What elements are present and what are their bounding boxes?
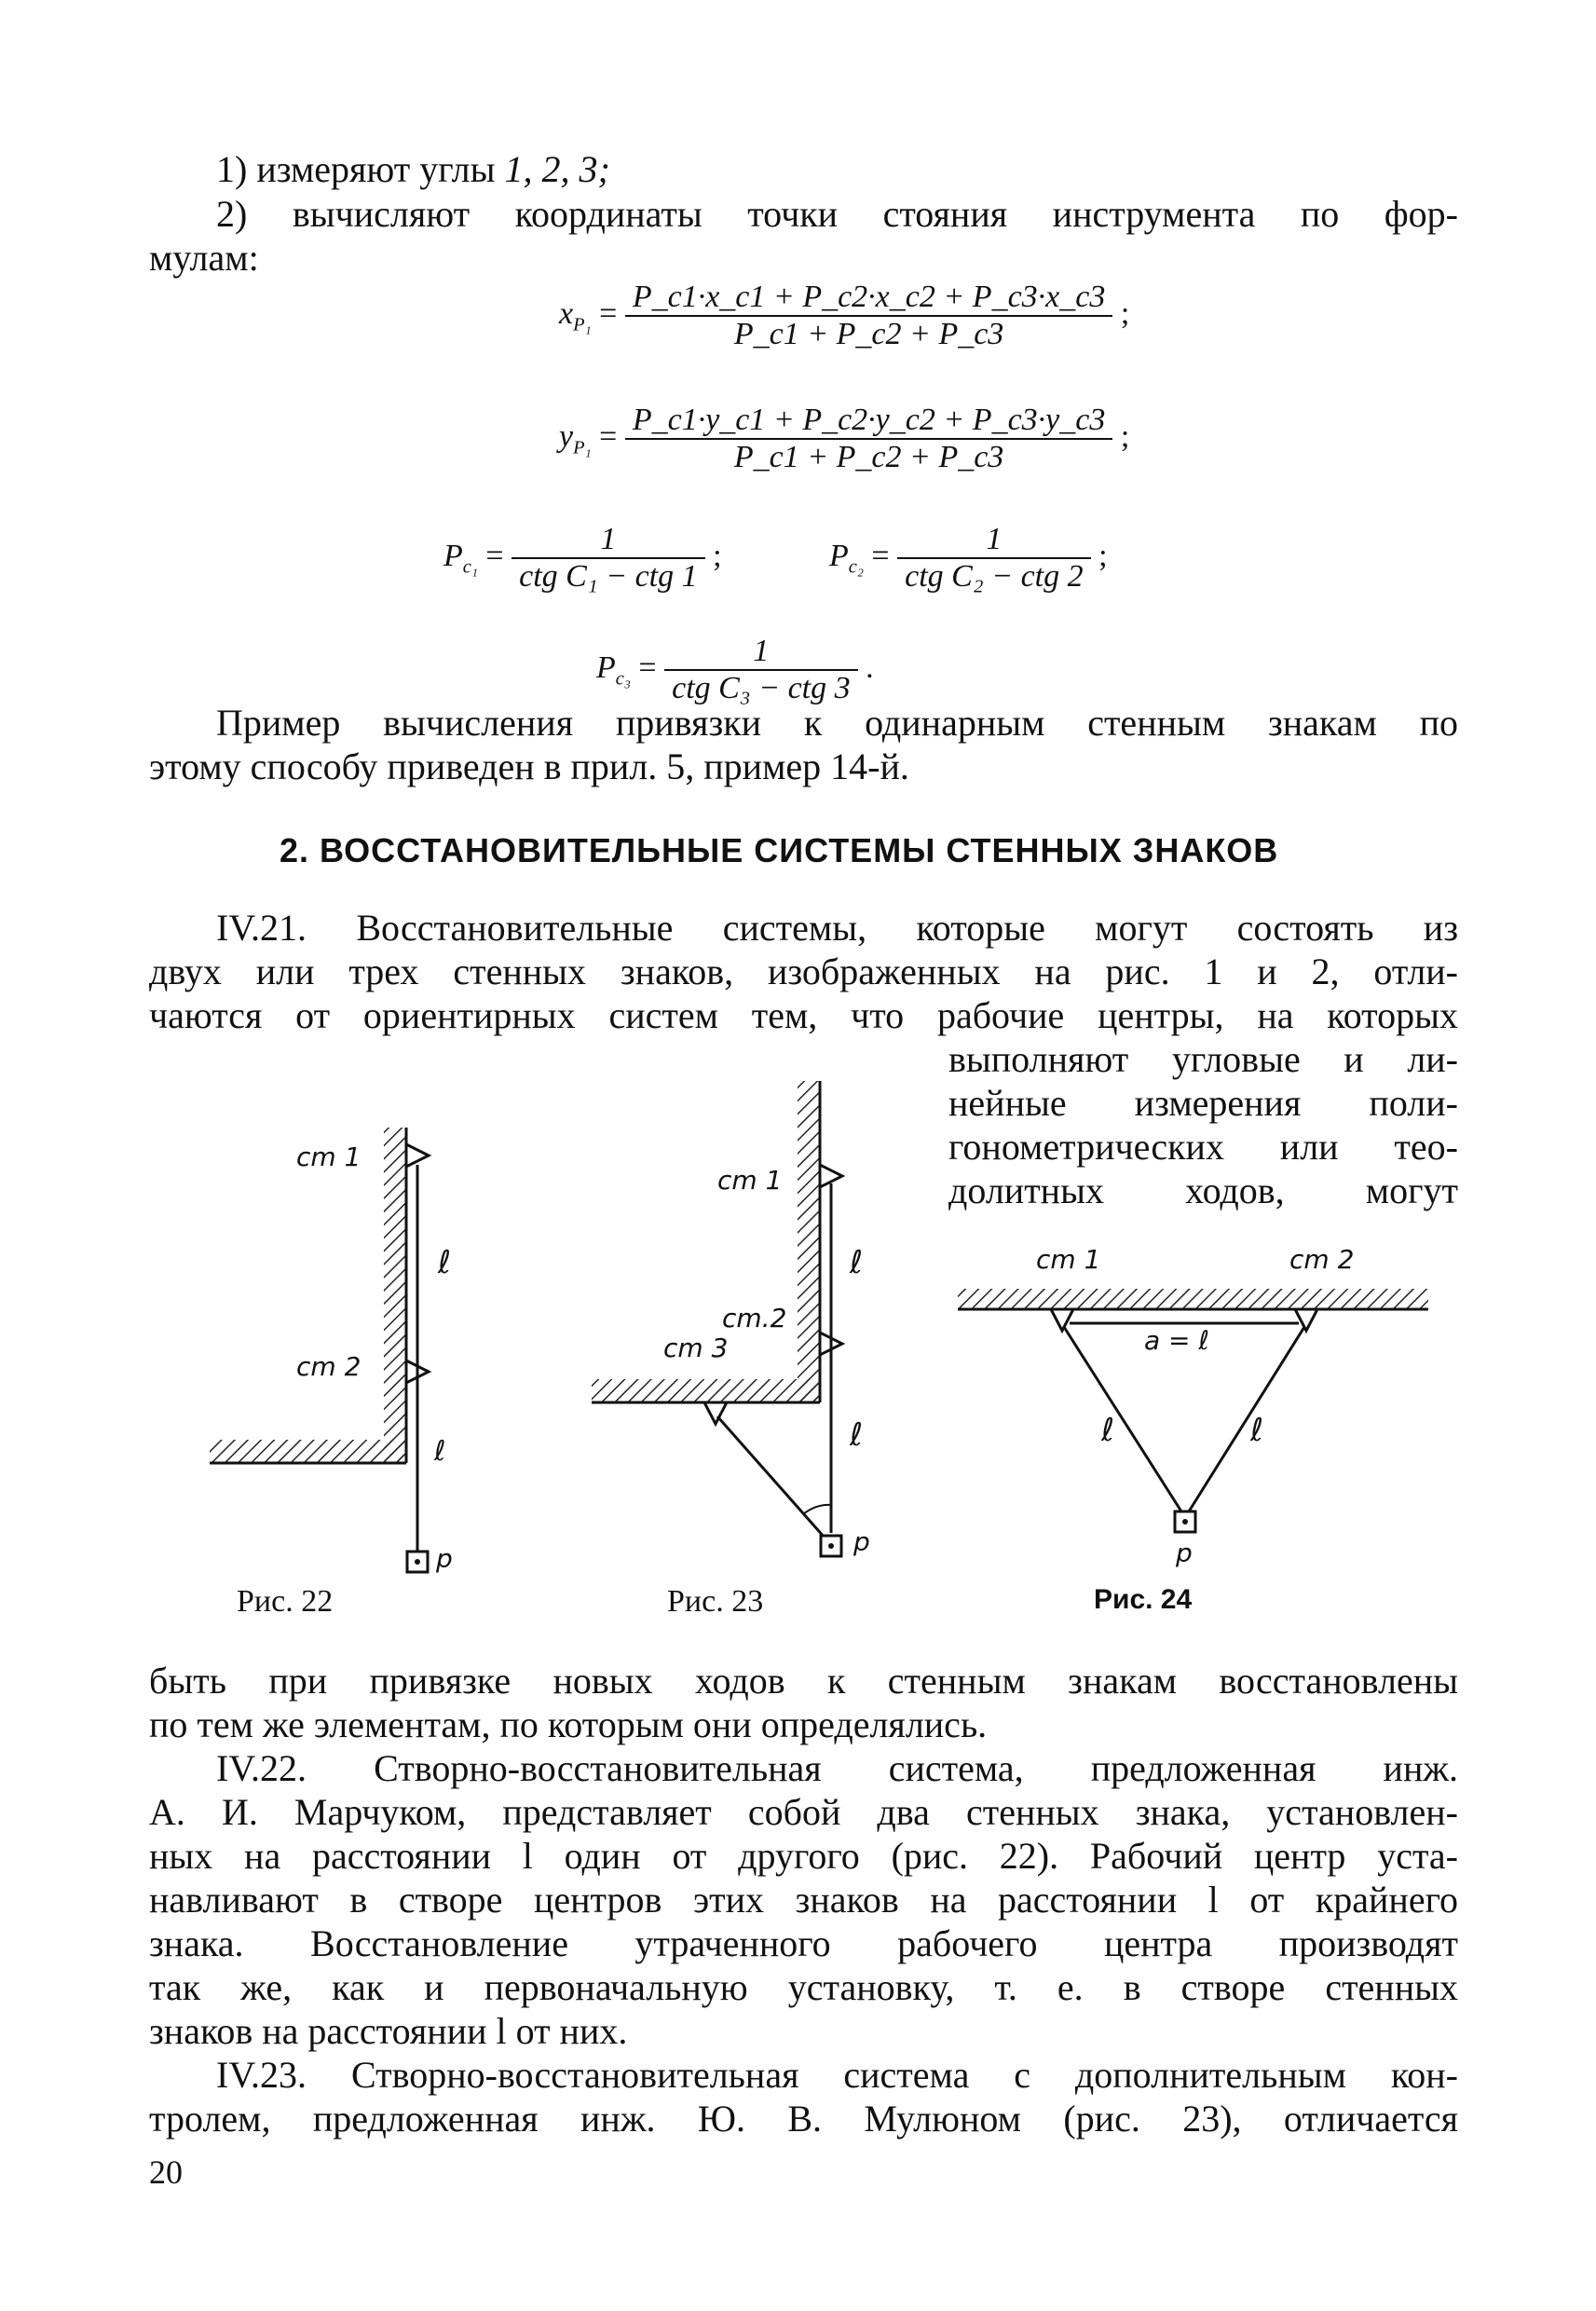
fig23-label-st2: cm.2 [722,1303,787,1333]
fig22-label-l1: ℓ [438,1244,452,1281]
fig22-label-st1: cm 1 [296,1142,361,1172]
step-1-num: 1) [216,148,248,190]
fig23-caption: Рис. 23 [667,1584,764,1619]
fig24-label-l2: ℓ [1250,1412,1264,1449]
fig24-mark-1 [1051,1309,1073,1331]
fig23-label-l1: ℓ [850,1244,864,1281]
formula-y: $y_{P_1}$ = $\frac{P\_c1\cdot y\_c1 + P\_c2\cdot y\_c2 + P\_c3\cdot y\_c3}{P\_c1 + P\_c2 + P\_c3}$ ; [559,403,1130,474]
page-number: 20 [149,2154,183,2191]
fig24-caption: Рис. 24 [1094,1584,1193,1615]
fig23-label-st1: cm 1 [717,1165,783,1196]
paragraph-iv-21-wrap: выполняют угловые и ли- нейные измерения поли- гонометрических или тео- долитных ходов, могут [948,1038,1458,1211]
formula-pc2: $P_{c_2}$ = $\frac{1}{\text{ctg C₂ − ctg 2}}$ ; [829,522,1108,594]
formula-pc1: $P_{c_1}$ = $\frac{1}{\text{ctg C₁ − ctg 1}}$ ; [443,522,722,594]
step-1-angles: 1, 2, 3; [504,148,610,190]
paragraph-iv-21: IV.21. Восстановительные системы, которые могут состоять из двух или трех стенных знаков, изображенных на рис. 1 и 2, отли- чаются от ориентирных систем тем, что рабочие центры, на которых [149,907,1458,1036]
fig24-label-st2: cm 2 [1289,1244,1355,1275]
section-heading: 2. ВОССТАНОВИТЕЛЬНЫЕ СИСТЕМЫ СТЕННЫХ ЗНАКОВ [280,831,1279,869]
step-1-text: измеряют углы [256,148,496,190]
fig24-label-p: p [1176,1538,1193,1568]
after-figures-text: быть при привязке новых ходов к стенным знакам восстановлены по тем же элементам, по которым они определялись. [149,1660,1458,1745]
fig24-label-st1: cm 1 [1036,1244,1101,1275]
paragraph-iv-22: IV.22. Створно-восстановительная система, предложенная инж. А. И. Марчуком, представляет собой два стенных знака, установлен- ных на расстоянии l один от другого (рис. 22). Рабочий центр уста- навливают в створе центров этих знаков на расстоянии l от крайнего знака. Восстановление утраченного рабочего центра производят так же, как и первоначальную установку, т. е. в створе стенных знаков на расстоянии l от них. [149,1747,1458,2052]
fig23-label-p: p [853,1526,870,1557]
fig23-label-l2: ℓ [850,1416,864,1454]
fig22-label-p: p [436,1543,453,1574]
fig24-mark-2 [1295,1309,1317,1331]
fig24-label-a: a = ℓ [1144,1325,1209,1356]
example-paragraph: Пример вычисления привязки к одинарным стенным знакам по этому способу приведен в прил. 5, пример 14-й. [149,702,1458,787]
fig22-caption: Рис. 22 [237,1584,334,1619]
formula-x: $x_{P_1}$ = $\frac{P\_c1\cdot x\_c1 + P\_c2\cdot x\_c2 + P\_c3\cdot x\_c3}{P\_c1 + P\_c2 + P\_c3}$ ; [559,280,1130,351]
formula-x-numerator: P_c1·x_c1 + P_c2·x_c2 + P_c3·x_c3 [625,280,1113,317]
paragraph-iv-23: IV.23. Створно-восстановительная система с дополнительным кон- тролем, предложенная инж. Ю. В. Мулюном (рис. 23), отличается [149,2054,1458,2140]
step-2-line-1: 2) вычисляют координаты точки стояния инструмента по фор- [216,193,1458,235]
fig22-label-l2: ℓ [434,1435,446,1468]
formula-pc3: $P_{c_3}$ = $\frac{1}{\text{ctg C₃ − ctg 3}}$ . [596,634,874,705]
formula-y-denominator: P_c1 + P_c2 + P_c3 [733,440,1004,474]
step-2-line-2: мулам: [149,237,259,279]
fig24-ceiling-hatch [958,1289,1428,1309]
fig22-label-st2: cm 2 [296,1351,361,1382]
formula-x-denominator: P_c1 + P_c2 + P_c3 [733,317,1004,351]
formula-y-numerator: P_c1·y_c1 + P_c2·y_c2 + P_c3·y_c3 [625,403,1113,440]
fig24-label-l1: ℓ [1101,1412,1115,1449]
fig23-label-st3: cm 3 [663,1333,729,1363]
